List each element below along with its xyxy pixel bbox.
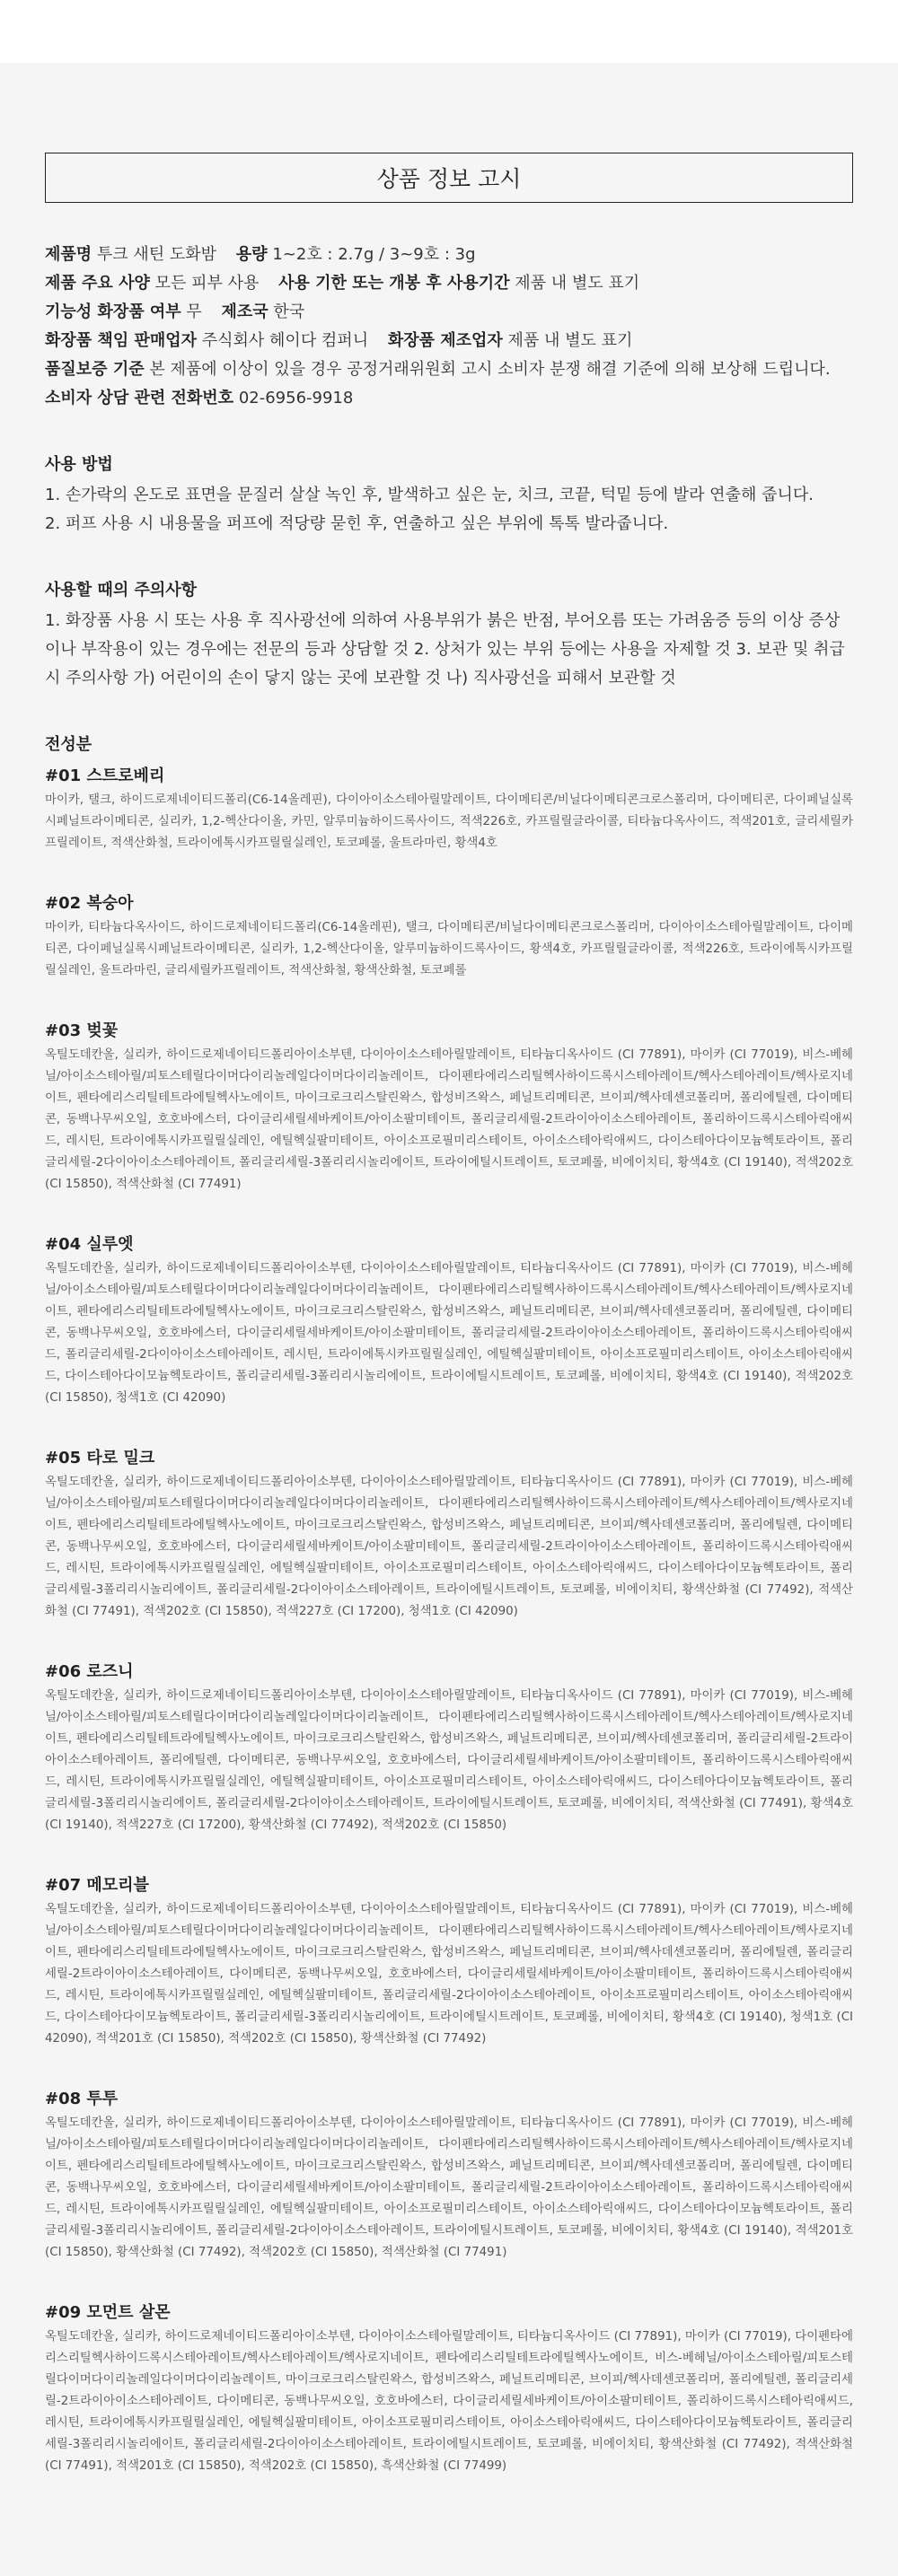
usage-line: 1. 손가락의 온도로 표면을 문질러 살살 녹인 후, 발색하고 싶은 눈, 치크, 코끝, 턱밑 등에 발라 연출해 줍니다. (45, 486, 814, 504)
product-name: #05 타로 밀크 (45, 1449, 155, 1468)
product-ingredients: 옥틸도데칸올, 실리카, 하이드로제네이티드폴리아이소부텐, 다이아이소스테아릴말레이트, 티타늄디옥사이드 (CI 77891), 마이카 (CI 77019), 비스-베헤닐/아이소스테아릴/피토스테릴다이머다이리놀레일다이머다이리놀레이트, 다이펜타에리스리틸헥사하이드록시스테아레이트/헥사스테아레이트/헥사로지네이트, 펜타에리스리틸테트라에틸헥사노에이트, 마이크로크리스탈린왁스, 합성비즈왁스, 페닐트리메티콘, 브이피/헥사데센코폴리머, 폴리에틸렌, 다이메티콘, 동백나무씨오일, 호호바에스터, 다이글리세릴세바케이트/아이소팔미테이트, 폴리글리세릴-2트라이아이소스테아레이트, 폴리하이드록시스테아릭애씨드, 레시틴, 트라이에톡시카프릴릴실레인, 에틸헥실팔미테이트, 아이소프로필미리스테이트, 아이소스테아릭애씨드, 다이스테아다이모늄헥토라이트, 폴리글리세릴-3폴리리시놀리에이트, 폴리글리세릴-2다이아이소스테아레이트, 트라이에틸시트레이트, 토코페롤, 비에이치티, 황색4호 (CI 19140), 적색201호 (CI 15850), 황색산화철 (CI 77492), 적색202호 (CI 15850), 적색산화철 (CI 77491) (45, 2116, 853, 2259)
name-value: 투크 새틴 도화밤 (96, 245, 217, 264)
info-line-spec-expiry (45, 269, 853, 298)
product-info-block (45, 241, 853, 413)
info-line-functional-country (45, 298, 853, 327)
product-item (45, 1018, 853, 1196)
functional-label: 기능성 화장품 여부 (45, 302, 181, 321)
caution-title: 사용할 때의 주의사항 (45, 581, 198, 600)
product-ingredients: 옥틸도데칸올, 실리카, 하이드로제네이티드폴리아이소부텐, 다이아이소스테아릴말레이트, 티타늄디옥사이드 (CI 77891), 마이카 (CI 77019), 비스-베헤닐/아이소스테아릴/피토스테릴다이머다이리놀레일다이머다이리놀레이트, 다이펜타에리스리틸헥사하이드록시스테아레이트/헥사스테아레이트/헥사로지네이트, 펜타에리스리틸테트라에틸헥사노에이트, 마이크로크리스탈린왁스, 합성비즈왁스, 페닐트리메티콘, 브이피/헥사데센코폴리머, 폴리에틸렌, 다이메티콘, 동백나무씨오일, 호호바에스터, 다이글리세릴세바케이트/아이소팔미테이트, 폴리글리세릴-2트라이아이소스테아레이트, 폴리하이드록시스테아릭애씨드, 레시틴, 트라이에톡시카프릴릴실레인, 에틸헥실팔미테이트, 아이소프로필미리스테이트, 아이소스테아릭애씨드, 다이스테아다이모늄헥토라이트, 폴리글리세릴-3폴리리시놀리에이트, 폴리글리세릴-2다이아이소스테아레이트, 트라이에틸시트레이트, 토코페롤, 비에이치티, 황색산화철 (CI 77492), 적색산화철 (CI 77491), 적색202호 (CI 15850), 적색227호 (CI 17200), 청색1호 (CI 42090) (45, 1476, 853, 1618)
phone-value: 02-6956-9918 (238, 389, 354, 407)
page-title: 상품 정보 고시 (45, 153, 853, 203)
product-ingredients: 마이카, 티타늄다옥사이드, 하이드로제네이티드폴리(C6-14올레핀), 탤크, 다이메티콘/비닐다이메티콘크로스폴리머, 다이아이소스테아릴말레이트, 다이메티콘, 다이페닐실록시페닐트라이메티콘, 실리카, 1,2-헥산다이올, 알루미늄하이드록사이드, 황색4호, 카프릴릴글라이콜, 적색226호, 트라이에톡시카프릴릴실레인, 울트라마린, 글리세릴카프릴레이트, 적색산화철, 황색산화철, 토코페롤 (45, 921, 853, 977)
seller-label: 화장품 책임 판매업자 (45, 331, 198, 350)
seller-value: 주식회사 헤이다 컴퍼니 (201, 331, 369, 350)
product-item (45, 1659, 853, 1836)
caution-section (45, 578, 853, 693)
phone-label: 소비자 상담 관련 전화번호 (45, 389, 234, 407)
product-ingredients: 옥틸도데칸올, 실리카, 하이드로제네이티드폴리아이소부텐, 다이아이소스테아릴말레이트, 티타늄디옥사이드 (CI 77891), 마이카 (CI 77019), 비스-베헤닐/아이소스테아릴/피토스테릴다이머다이리놀레일다이머다이리놀레이트, 다이펜타에리스리틸헥사하이드록시스테아레이트/헥사스테아레이트/헥사로지네이트, 펜타에리스리틸테트라에틸헥사노에이트, 마이크로크리스탈린왁스, 합성비즈왁스, 페닐트리메티콘, 브이피/헥사데센코폴리머, 폴리에틸렌, 폴리글리세릴-2트라이아이소스테아레이트, 다이메티콘, 동백나무씨오일, 호호바에스터, 다이글리세릴세바케이트/아이소팔미테이트, 폴리하이드록시스테아릭애씨드, 레시틴, 트라이에톡시카프릴릴실레인, 에틸헥실팔미테이트, 폴리글리세릴-2다이아이소스테아레이트, 아이소프로필미리스테이트, 아이소스테아릭애씨드, 다이스테아다이모늄헥토라이트, 폴리글리세릴-3폴리리시놀리에이트, 트라이에틸시트레이트, 토코페롤, 비에이치티, 황색4호 (CI 19140), 청색1호 (CI 42090), 적색201호 (CI 15850), 적색202호 (CI 15850), 황색산화철 (CI 77492) (45, 1903, 853, 2046)
info-line-name-volume (45, 241, 853, 269)
info-line-warranty (45, 355, 853, 384)
maker-label: 화장품 제조업자 (387, 331, 503, 350)
country-label: 제조국 (221, 302, 269, 321)
product-ingredients: 마이카, 탤크, 하이드로제네이티드폴리(C6-14올레핀), 다이아이소스테아릴말레이트, 다이메티콘/비닐다이메티콘크로스폴리머, 다이메티콘, 다이페닐실록시페닐트라이메티콘, 실리카, 1,2-헥산다이올, 카민, 알루미늄하이드록사이드, 적색226호, 카프릴릴글라이콜, 티타늄다옥사이드, 적색201호, 글리세릴카프릴레이트, 적색산화철, 트라이에톡시카프릴릴실레인, 토코페롤, 울트라마린, 황색4호 (45, 793, 853, 850)
maker-value: 제품 내 별도 표기 (507, 331, 633, 350)
functional-value: 무 (186, 302, 202, 321)
ingredients-title: 전성분 (45, 735, 92, 754)
info-line-seller-maker (45, 327, 853, 355)
product-name: #08 투투 (45, 2090, 119, 2108)
product-item (45, 1872, 853, 2050)
spec-value: 모든 피부 사용 (154, 274, 260, 293)
product-info-notice (0, 153, 898, 2477)
usage-title: 사용 방법 (45, 455, 113, 474)
expiry-value: 제품 내 별도 표기 (515, 274, 640, 293)
product-item (45, 1231, 853, 1409)
product-item (45, 890, 853, 982)
product-name: #06 로즈니 (45, 1662, 134, 1681)
volume-value: 1~2호 : 2.7g / 3~9호 : 3g (272, 245, 476, 264)
product-ingredients: 옥틸도데칸올, 실리카, 하이드로제네이티드폴리아이소부텐, 다이아이소스테아릴말레이트, 티타늄디옥사이드 (CI 77891), 마이카 (CI 77019), 비스-베헤닐/아이소스테아릴/피토스테릴다이머다이리놀레일다이머다이리놀레이트, 다이펜타에리스리틸헥사하이드록시스테아레이트/헥사스테아레이트/헥사로지네이트, 펜타에리스리틸테트라에틸헥사노에이트, 마이크로크리스탈린왁스, 합성비즈왁스, 페닐트리메티콘, 브이피/헥사데센코폴리머, 폴리에틸렌, 다이메티콘, 동백나무씨오일, 호호바에스터, 다이글리세릴세바케이트/아이소팔미테이트, 폴리글리세릴-2트라이아이소스테아레이트, 폴리하이드록시스테아릭애씨드, 폴리글리세릴-2다이아이소스테아레이트, 레시틴, 트라이에톡시카프릴릴실레인, 에틸헥실팔미테이트, 아이소프로필미리스테이트, 아이소스테아릭애씨드, 다이스테아다이모늄헥토라이트, 폴리글리세릴-3폴리리시놀리에이트, 트라이에틸시트레이트, 토코페롤, 비에이치티, 황색4호 (CI 19140), 적색202호 (CI 15850), 청색1호 (CI 42090) (45, 1262, 853, 1405)
usage-line: 2. 퍼프 사용 시 내용물을 퍼프에 적당량 묻힌 후, 연출하고 싶은 부위에 톡톡 발라줍니다. (45, 514, 669, 533)
product-item (45, 763, 853, 854)
usage-section (45, 452, 853, 539)
warranty-value: 본 제품에 이상이 있을 경우 공정거래위원회 고시 소비자 분쟁 해결 기준에 의해 보상해 드립니다. (149, 360, 831, 379)
info-line-phone (45, 384, 853, 413)
country-value: 한국 (273, 302, 305, 321)
warranty-label: 품질보증 기준 (45, 360, 145, 379)
product-item (45, 2300, 853, 2477)
product-name: #07 메모리블 (45, 1876, 149, 1895)
product-name: #03 벚꽃 (45, 1021, 119, 1040)
product-ingredients: 옥틸도데칸올, 실리카, 하이드로제네이티드폴리아이소부텐, 다이아이소스테아릴말레이트, 티타늄디옥사이드 (CI 77891), 마이카 (CI 77019), 비스-베헤닐/아이소스테아릴/피토스테릴다이머다이리놀레일다이머다이리놀레이트, 다이펜타에리스리틸헥사하이드록시스테아레이트/헥사스테아레이트/헥사로지네이트, 펜타에리스리틸테트라에틸헥사노에이트, 마이크로크리스탈린왁스, 합성비즈왁스, 페닐트리메티콘, 브이피/헥사데센코폴리머, 폴리글리세릴-2트라이아이소스테아레이트, 폴리에틸렌, 다이메티콘, 동백나무씨오일, 호호바에스터, 다이글리세릴세바케이트/아이소팔미테이트, 폴리하이드록시스테아릭애씨드, 레시틴, 트라이에톡시카프릴릴실레인, 에틸헥실팔미테이트, 아이소프로필미리스테이트, 아이소스테아릭애씨드, 다이스테아다이모늄헥토라이트, 폴리글리세릴-3폴리리시놀리에이트, 폴리글리세릴-2다이아이소스테아레이트, 트라이에틸시트레이트, 토코페롤, 비에이치티, 적색산화철 (CI 77491), 황색4호 (CI 19140), 적색227호 (CI 17200), 황색산화철 (CI 77492), 적색202호 (CI 15850) (45, 1689, 853, 1832)
product-item (45, 1445, 853, 1623)
top-band (0, 0, 898, 63)
name-label: 제품명 (45, 245, 92, 264)
spec-label: 제품 주요 사양 (45, 274, 150, 293)
expiry-label: 사용 기한 또는 개봉 후 사용기간 (278, 274, 510, 293)
product-name: #02 복숭아 (45, 894, 134, 913)
product-name: #09 모먼트 살몬 (45, 2303, 171, 2322)
ingredients-section (45, 732, 853, 2477)
product-name: #01 스트로베리 (45, 767, 165, 785)
product-item (45, 2086, 853, 2264)
product-name: #04 실루엣 (45, 1235, 134, 1254)
product-ingredients: 옥틸도데칸올, 실리카, 하이드로제네이티드폴리아이소부텐, 다이아이소스테아릴말레이트, 티타늄디옥사이드 (CI 77891), 마이카 (CI 77019), 비스-베헤닐/아이소스테아릴/피토스테릴다이머다이리놀레일다이머다이리놀레이트, 다이펜타에리스리틸헥사하이드록시스테아레이트/헥사스테아레이트/헥사로지네이트, 펜타에리스리틸테트라에틸헥사노에이트, 마이크로크리스탈린왁스, 합성비즈왁스, 페닐트리메티콘, 브이피/헥사데센코폴리머, 폴리에틸렌, 다이메티콘, 동백나무씨오일, 호호바에스터, 다이글리세릴세바케이트/아이소팔미테이트, 폴리글리세릴-2트라이아이소스테아레이트, 폴리하이드록시스테아릭애씨드, 레시틴, 트라이에톡시카프릴릴실레인, 에틸헥실팔미테이트, 아이소프로필미리스테이트, 아이소스테아릭애씨드, 다이스테아다이모늄헥토라이트, 폴리글리세릴-2다이아이소스테아레이트, 폴리글리세릴-3폴리리시놀리에이트, 트라이에틸시트레이트, 토코페롤, 비에이치티, 황색4호 (CI 19140), 적색202호 (CI 15850), 적색산화철 (CI 77491) (45, 1048, 853, 1191)
product-ingredients: 옥틸도데칸올, 실리카, 하이드로제네이티드폴리아이소부텐, 다이아이소스테아릴말레이트, 티타늄디옥사이드 (CI 77891), 마이카 (CI 77019), 다이펜타에리스리틸헥사하이드록시스테아레이트/헥사스테아레이트/헥사로지네이트, 펜타에리스리틸테트라에틸헥사노에이트, 비스-베헤닐/아이소스테아릴/피토스테릴다이머다이리놀레일다이머다이리놀레이트, 마이크로크리스탈린왁스, 합성비즈왁스, 페닐트리메티콘, 브이피/헥사데센코폴리머, 폴리에틸렌, 폴리글리세릴-2트라이아이소스테아레이트, 다이메티콘, 동백나무씨오일, 호호바에스터, 다이글리세릴세바케이트/아이소팔미테이트, 폴리하이드록시스테아릭애씨드, 레시틴, 트라이에톡시카프릴릴실레인, 에틸헥실팔미테이트, 아이소프로필미리스테이트, 아이소스테아릭애씨드, 다이스테아다이모늄헥토라이트, 폴리글리세릴-3폴리리시놀리에이트, 폴리글리세릴-2다이아이소스테아레이트, 트라이에틸시트레이트, 토코페롤, 비에이치티, 황색산화철 (CI 77492), 적색산화철 (CI 77491), 적색201호 (CI 15850), 적색202호 (CI 15850), 흑색산화철 (CI 77499) (45, 2330, 853, 2473)
caution-text: 1. 화장품 사용 시 또는 사용 후 직사광선에 의하여 사용부위가 붉은 반점, 부어오름 또는 가려움증 등의 이상 증상이나 부작용이 있는 경우에는 전문의 등과 상담할 것 2. 상처가 있는 부위 등에는 사용을 자제할 것 3. 보관 및 취급 시 주의사항 가) 어린이의 손이 닿지 않는 곳에 보관할 것 나) 직사광선을 피해서 보관할 것 (45, 611, 845, 688)
volume-label: 용량 (235, 245, 268, 264)
